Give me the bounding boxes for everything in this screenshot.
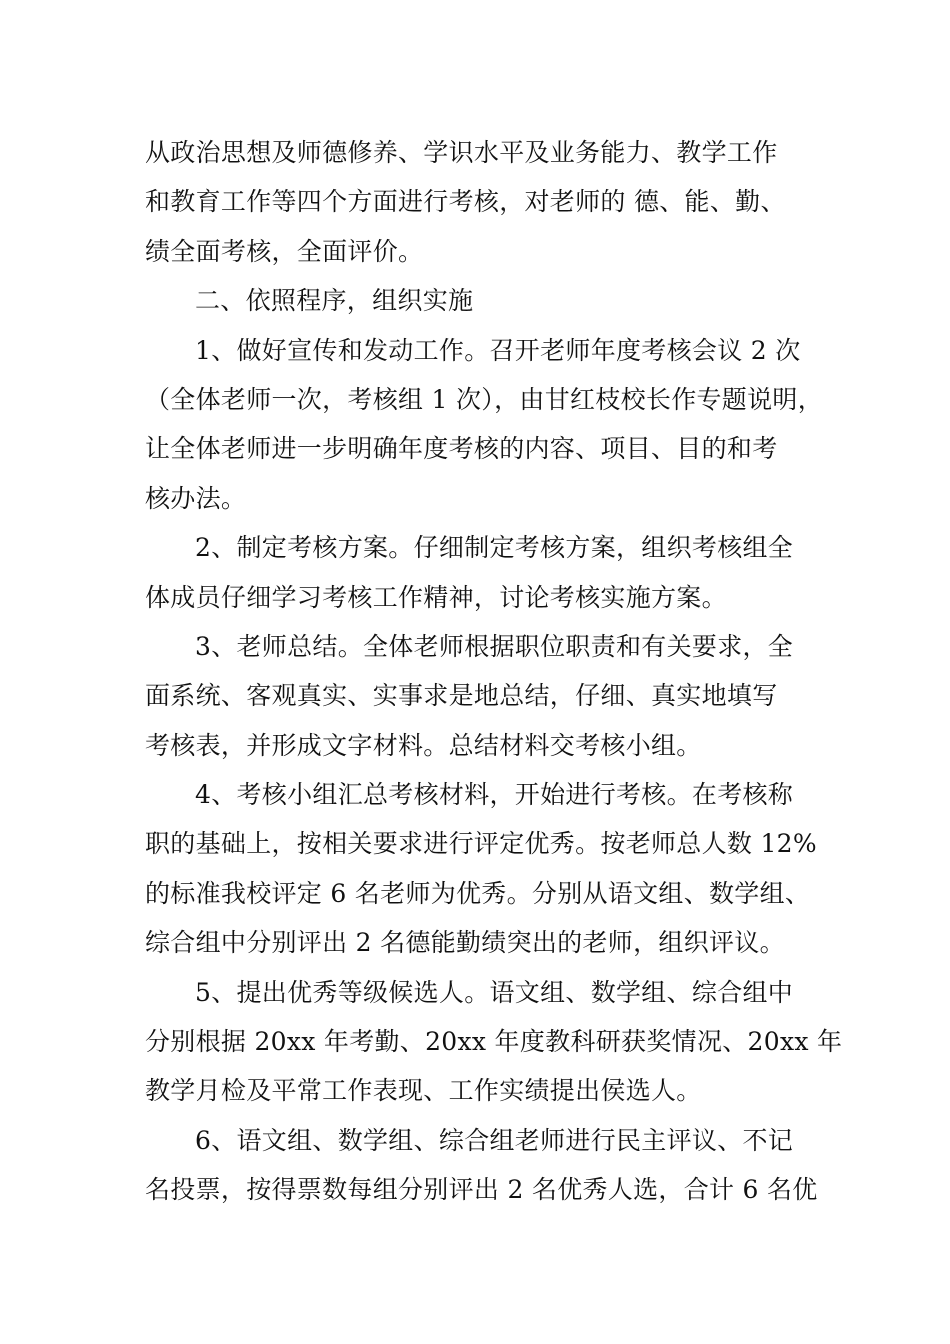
text-line: 6、语文组、数学组、综合组老师进行民主评议、不记 [195, 1125, 794, 1155]
text-line: 4、考核小组汇总考核材料，开始进行考核。在考核称 [195, 780, 794, 810]
text-line: 体成员仔细学习考核工作精神，讨论考核实施方案。 [145, 582, 727, 612]
text-line: 和教育工作等四个方面进行考核，对老师的 德、能、勤、 [145, 187, 786, 217]
text-line: 5、提出优秀等级候选人。语文组、数学组、综合组中 [195, 977, 794, 1007]
text-line: 1、做好宣传和发动工作。召开老师年度考核会议 2 次 [195, 335, 801, 365]
text-line: （全体老师一次，考核组 1 次），由甘红枝校长作专题说明， [145, 384, 824, 414]
text-line: 2、制定考核方案。仔细制定考核方案，组织考核组全 [195, 533, 794, 563]
document-body [145, 128, 843, 1215]
text-line: 的标准我校评定 6 名老师为优秀。分别从语文组、数学组、 [145, 878, 811, 908]
text-line: 职的基础上，按相关要求进行评定优秀。按老师总人数 12% [145, 829, 817, 859]
text-line: 面系统、客观真实、实事求是地总结，仔细、真实地填写 [145, 681, 778, 711]
text-line: 核办法。 [145, 483, 247, 513]
text-line: 名投票，按得票数每组分别评出 2 名优秀人选，合计 6 名优 [145, 1175, 818, 1205]
text-line: 考核表，并形成文字材料。总结材料交考核小组。 [145, 730, 702, 760]
text-line: 让全体老师进一步明确年度考核的内容、项目、目的和考 [145, 434, 778, 464]
section-heading: 二、依照程序，组织实施 [195, 286, 474, 316]
text-line: 从政治思想及师德修养、学识水平及业务能力、教学工作 [145, 138, 778, 167]
text-line: 教学月检及平常工作表现、工作实绩提出侯选人。 [145, 1076, 702, 1106]
text-line: 综合组中分别评出 2 名德能勤绩突出的老师，组织评议。 [145, 928, 785, 958]
text-line: 绩全面考核，全面评价。 [145, 236, 424, 266]
text-line: 分别根据 20xx 年考勤、20xx 年度教科研获奖情况、20xx 年 [145, 1027, 843, 1057]
text-line: 3、老师总结。全体老师根据职位职责和有关要求，全 [195, 631, 794, 661]
